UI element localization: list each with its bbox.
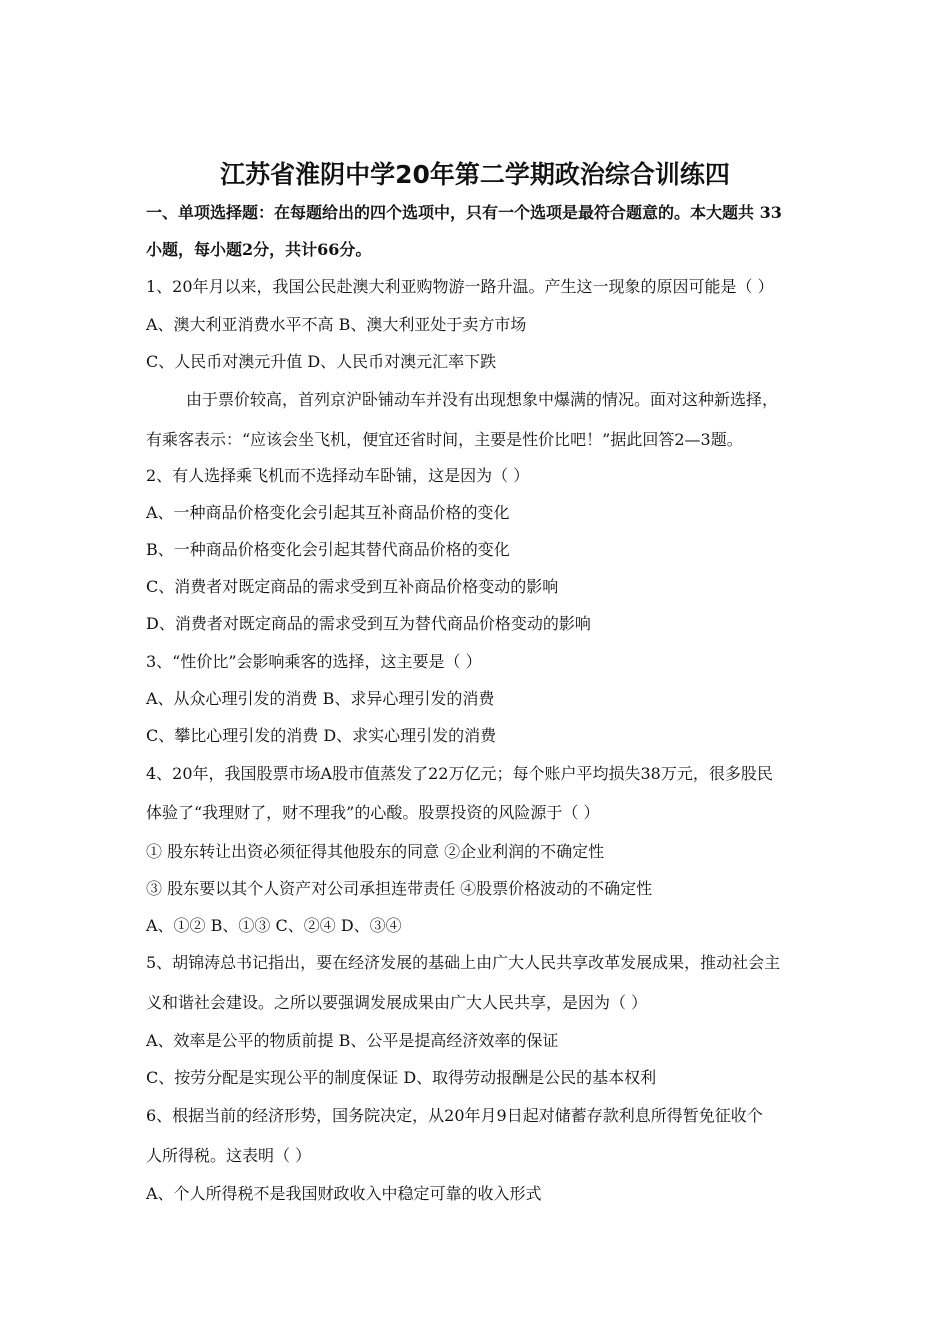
- question-4-options: A、①② B、①③ C、②④ D、③④: [146, 916, 402, 935]
- question-2-option-a: A、一种商品价格变化会引起其互补商品价格的变化: [146, 503, 510, 522]
- question-6-stem-line-2: 人所得税。这表明（ ）: [146, 1146, 312, 1165]
- question-5-stem-line-2: 义和谐社会建设。之所以要强调发展成果由广大人民共享，是因为（ ）: [146, 993, 648, 1012]
- question-3-options-cd: C、攀比心理引发的消费 D、求实心理引发的消费: [146, 726, 497, 745]
- question-4-statements-12: ① 股东转让出资必须征得其他股东的同意 ②企业利润的不确定性: [146, 842, 605, 861]
- document-title: 江苏省淮阴中学20年第二学期政治综合训练四: [220, 160, 730, 189]
- question-2-option-b: B、一种商品价格变化会引起其替代商品价格的变化: [146, 540, 510, 559]
- question-4-stem-line-1: 4、20年，我国股票市场A股市值蒸发了22万亿元；每个账户平均损失38万元，很多股民: [146, 764, 773, 783]
- question-1-stem: 1、20年月以来，我国公民赴澳大利亚购物游一路升温。产生这一现象的原因可能是（ ）: [146, 277, 774, 296]
- question-5-options-cd: C、按劳分配是实现公平的制度保证 D、取得劳动报酬是公民的基本权利: [146, 1068, 657, 1087]
- question-3-stem: 3、“性价比”会影响乘客的选择，这主要是（ ）: [146, 652, 482, 671]
- question-6-stem-line-1: 6、根据当前的经济形势，国务院决定，从20年月9日起对储蓄存款利息所得暂免征收个: [146, 1106, 763, 1125]
- material-paragraph-line-1: 由于票价较高，首列京沪卧铺动车并没有出现想象中爆满的情况。面对这种新选择，: [186, 390, 779, 409]
- material-paragraph-line-2: 有乘客表示：“应该会坐飞机，便宜还省时间，主要是性价比吧！”据此回答2—3题。: [146, 430, 743, 449]
- section-heading-line-2: 小题，每小题2分，共计66分。: [146, 240, 372, 259]
- question-4-statements-34: ③ 股东要以其个人资产对公司承担连带责任 ④股票价格波动的不确定性: [146, 879, 653, 898]
- question-5-options-ab: A、效率是公平的物质前提 B、公平是提高经济效率的保证: [146, 1031, 559, 1050]
- question-2-option-d: D、消费者对既定商品的需求受到互为替代商品价格变动的影响: [146, 614, 591, 633]
- question-2-option-c: C、消费者对既定商品的需求受到互补商品价格变动的影响: [146, 577, 559, 596]
- question-2-stem: 2、有人选择乘飞机而不选择动车卧铺，这是因为（ ）: [146, 466, 530, 485]
- question-4-stem-line-2: 体验了“我理财了，财不理我”的心酸。股票投资的风险源于（ ）: [146, 803, 600, 822]
- section-heading-line-1: 一、单项选择题：在每题给出的四个选项中，只有一个选项是最符合题意的。本大题共 33: [146, 203, 782, 222]
- question-5-stem-line-1: 5、胡锦涛总书记指出，要在经济发展的基础上由广大人民共享改革发展成果，推动社会主: [146, 953, 781, 972]
- question-1-options-ab: A、澳大利亚消费水平不高 B、澳大利亚处于卖方市场: [146, 315, 527, 334]
- question-6-option-a: A、个人所得税不是我国财政收入中稳定可靠的收入形式: [146, 1184, 542, 1203]
- question-1-options-cd: C、人民币对澳元升值 D、人民币对澳元汇率下跌: [146, 352, 497, 371]
- question-3-options-ab: A、从众心理引发的消费 B、求异心理引发的消费: [146, 689, 495, 708]
